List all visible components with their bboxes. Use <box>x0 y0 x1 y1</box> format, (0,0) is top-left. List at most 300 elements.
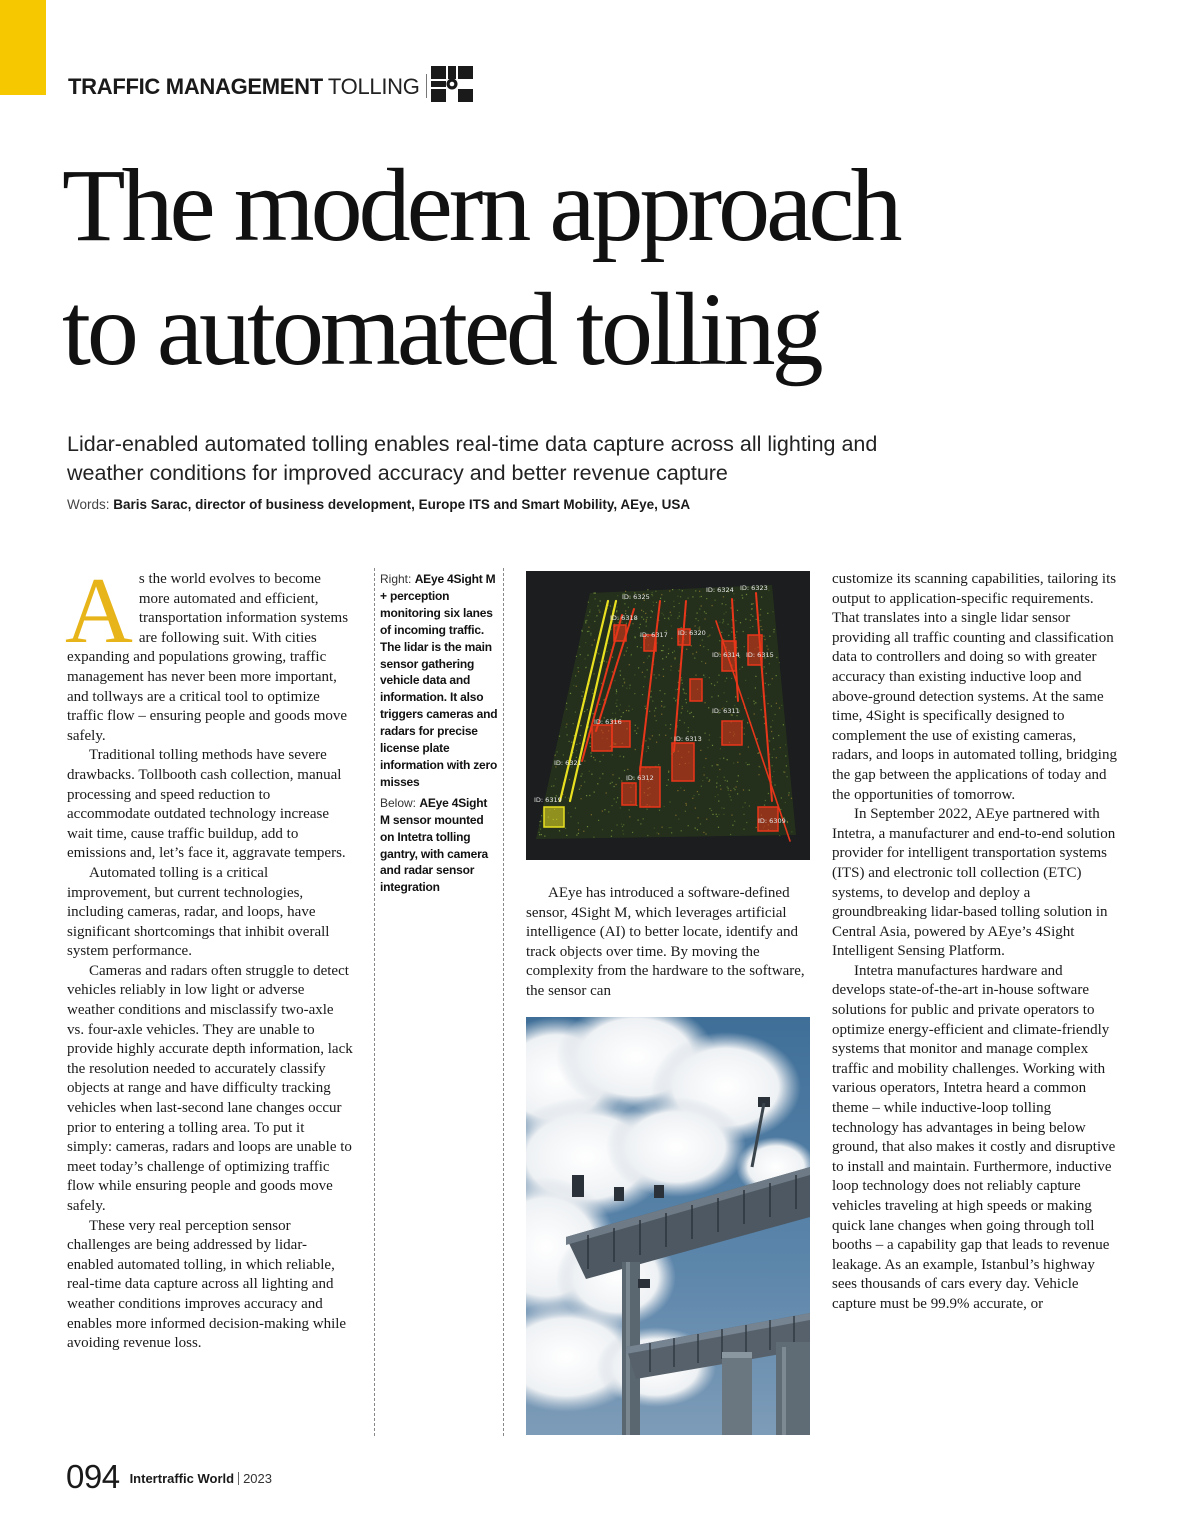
point-cloud-dot <box>668 648 669 649</box>
point-cloud-dot <box>671 615 672 616</box>
point-cloud-dot <box>603 699 604 700</box>
point-cloud-dot <box>668 653 669 654</box>
point-cloud-dot <box>557 751 558 752</box>
point-cloud-dot <box>749 790 750 791</box>
point-cloud-dot <box>670 728 671 729</box>
point-cloud-dot <box>721 632 722 633</box>
point-cloud-dot <box>674 651 675 652</box>
point-cloud-dot <box>742 807 743 808</box>
point-cloud-dot <box>695 808 696 809</box>
point-cloud-dot <box>651 594 652 595</box>
point-cloud-dot <box>666 785 667 786</box>
point-cloud-dot <box>686 649 687 650</box>
point-cloud-dot <box>705 663 706 664</box>
point-cloud-dot <box>760 626 761 627</box>
point-cloud-dot <box>604 809 605 810</box>
point-cloud-dot <box>636 733 637 734</box>
point-cloud-dot <box>664 601 665 602</box>
point-cloud-dot <box>708 707 709 708</box>
point-cloud-dot <box>771 731 772 732</box>
point-cloud-dot <box>669 801 670 802</box>
point-cloud-dot <box>756 827 757 828</box>
point-cloud-dot <box>619 709 620 710</box>
point-cloud-dot <box>686 693 687 694</box>
point-cloud-dot <box>644 676 645 677</box>
point-cloud-dot <box>724 692 725 693</box>
point-cloud-dot <box>720 785 721 786</box>
point-cloud-dot <box>772 757 773 758</box>
point-cloud-dot <box>752 626 753 627</box>
point-cloud-dot <box>661 613 662 614</box>
point-cloud-dot <box>776 703 777 704</box>
point-cloud-dot <box>642 672 643 673</box>
point-cloud-dot <box>766 673 767 674</box>
vehicle-id-label: ID: 6317 <box>640 631 668 639</box>
body-paragraph: In September 2022, AEye partnered with Intetra, a manufacturer and end-to-end solution provider for intelligent transportation systems (ITS) and electronic toll collection (ETC) systems, to develop and deploy a groundbreaking lidar-based tolling solution in Central Asia, powered by AEye’s 4Sight Intelligent Sensing Platform. <box>832 806 1116 960</box>
point-cloud-dot <box>742 667 743 668</box>
point-cloud-dot <box>681 679 682 680</box>
point-cloud-dot <box>612 774 613 775</box>
point-cloud-dot <box>776 675 777 676</box>
point-cloud-dot <box>723 758 724 759</box>
point-cloud-dot <box>565 797 566 798</box>
point-cloud-dot <box>697 829 698 830</box>
point-cloud-dot <box>632 832 633 833</box>
point-cloud-dot <box>581 696 582 697</box>
point-cloud-dot <box>769 663 770 664</box>
point-cloud-dot <box>539 832 540 833</box>
point-cloud-dot <box>568 798 569 799</box>
point-cloud-dot <box>623 756 624 757</box>
page-number: 094 <box>66 1458 120 1495</box>
point-cloud-dot <box>695 618 696 619</box>
point-cloud-dot <box>735 620 736 621</box>
point-cloud-dot <box>576 686 577 687</box>
caption-right <box>380 571 500 791</box>
caption-below <box>380 795 500 896</box>
point-cloud-dot <box>760 614 761 615</box>
point-cloud-dot <box>728 635 729 636</box>
point-cloud-dot <box>693 795 694 796</box>
point-cloud-dot <box>569 779 570 780</box>
point-cloud-dot <box>591 774 592 775</box>
point-cloud-dot <box>709 734 710 735</box>
point-cloud-dot <box>616 802 617 803</box>
point-cloud-dot <box>688 727 689 728</box>
image-captions <box>380 571 500 900</box>
point-cloud-dot <box>612 713 613 714</box>
point-cloud-dot <box>733 763 734 764</box>
point-cloud-dot <box>786 765 787 766</box>
point-cloud-dot <box>707 777 708 778</box>
point-cloud-dot <box>695 828 696 829</box>
point-cloud-dot <box>785 802 786 803</box>
point-cloud-dot <box>707 747 708 748</box>
point-cloud-dot <box>662 650 663 651</box>
point-cloud-dot <box>671 832 672 833</box>
point-cloud-dot <box>671 666 672 667</box>
point-cloud-dot <box>705 833 706 834</box>
point-cloud-dot <box>612 671 613 672</box>
point-cloud-dot <box>764 639 765 640</box>
point-cloud-dot <box>663 676 664 677</box>
point-cloud-dot <box>732 627 733 628</box>
point-cloud-dot <box>772 720 773 721</box>
point-cloud-dot <box>723 596 724 597</box>
point-cloud-dot <box>709 677 710 678</box>
point-cloud-dot <box>600 600 601 601</box>
point-cloud-dot <box>756 619 757 620</box>
point-cloud-dot <box>579 646 580 647</box>
point-cloud-dot <box>628 607 629 608</box>
point-cloud-dot <box>589 611 590 612</box>
point-cloud-dot <box>623 824 624 825</box>
point-cloud-dot <box>765 800 766 801</box>
point-cloud-dot <box>566 703 567 704</box>
point-cloud-dot <box>781 705 782 706</box>
body-paragraph: Traditional tolling methods have severe drawbacks. Tollbooth cash collection, manual processing and speed reduction to accommodate outdated technology increase wait time, cause traffic buildup, add to emissions and, let’s face it, aggravate tempers. <box>67 747 346 862</box>
point-cloud-dot <box>727 781 728 782</box>
point-cloud-dot <box>590 746 591 747</box>
point-cloud-dot <box>598 820 599 821</box>
point-cloud-dot <box>701 596 702 597</box>
point-cloud-dot <box>750 620 751 621</box>
point-cloud-dot <box>698 620 699 621</box>
point-cloud-dot <box>734 600 735 601</box>
point-cloud-dot <box>615 703 616 704</box>
point-cloud-dot <box>772 678 773 679</box>
point-cloud-dot <box>681 830 682 831</box>
point-cloud-dot <box>748 698 749 699</box>
point-cloud-dot <box>760 620 761 621</box>
point-cloud-dot <box>680 787 681 788</box>
point-cloud-dot <box>602 811 603 812</box>
point-cloud-dot <box>614 786 615 787</box>
point-cloud-dot <box>720 758 721 759</box>
point-cloud-dot <box>773 738 774 739</box>
section-label <box>68 72 433 102</box>
point-cloud-dot <box>718 675 719 676</box>
point-cloud-dot <box>634 730 635 731</box>
point-cloud-dot <box>579 789 580 790</box>
point-cloud-dot <box>704 774 705 775</box>
point-cloud-dot <box>662 827 663 828</box>
point-cloud-dot <box>627 769 628 770</box>
point-cloud-dot <box>585 701 586 702</box>
point-cloud-dot <box>643 662 644 663</box>
point-cloud-dot <box>641 647 642 648</box>
point-cloud-dot <box>658 764 659 765</box>
point-cloud-dot <box>727 759 728 760</box>
point-cloud-dot <box>623 833 624 834</box>
point-cloud-dot <box>629 688 630 689</box>
point-cloud-dot <box>539 834 540 835</box>
point-cloud-dot <box>670 670 671 671</box>
body-column-3 <box>526 884 812 1002</box>
point-cloud-dot <box>744 646 745 647</box>
point-cloud-dot <box>743 829 744 830</box>
point-cloud-dot <box>580 654 581 655</box>
point-cloud-dot <box>719 622 720 623</box>
point-cloud-dot <box>578 829 579 830</box>
point-cloud-dot <box>729 794 730 795</box>
point-cloud-dot <box>594 593 595 594</box>
point-cloud-dot <box>735 696 736 697</box>
point-cloud-dot <box>643 818 644 819</box>
point-cloud-dot <box>704 677 705 678</box>
point-cloud-dot <box>787 821 788 822</box>
point-cloud-dot <box>696 652 697 653</box>
point-cloud-dot <box>539 825 540 826</box>
section-sub-label: TOLLING <box>327 74 420 99</box>
point-cloud-dot <box>737 781 738 782</box>
point-cloud-dot <box>663 645 664 646</box>
point-cloud-dot <box>587 655 588 656</box>
point-cloud-dot <box>752 616 753 617</box>
point-cloud-dot <box>737 793 738 794</box>
body-paragraph: Intetra manufactures hardware and develops state-of-the-art in-house software solutions for public and private operators to optimize energy-efficient and climate-friendly systems that monitor and manage complex traffic and mobility challenges. Working with various operators, Intetra heard a common theme – while inductive-loop tolling technology has advantages in being below ground, that also makes it costly and disruptive to install and maintain. Furthermore, inductive loop technology does not reliably capture vehicles traveling at high speeds or making quick lane changes when going through toll booths – a capability gap that leads to revenue leakage. As an example, Istanbul’s highway sees thousands of cars every day. Vehicle capture must be 99.9% accurate, or <box>832 962 1116 1312</box>
point-cloud-dot <box>652 592 653 593</box>
point-cloud-dot <box>698 817 699 818</box>
point-cloud-dot <box>634 636 635 637</box>
point-cloud-dot <box>652 595 653 596</box>
point-cloud-dot <box>626 688 627 689</box>
point-cloud-dot <box>647 669 648 670</box>
point-cloud-dot <box>768 684 769 685</box>
point-cloud-dot <box>655 591 656 592</box>
point-cloud-dot <box>576 656 577 657</box>
vehicle-id-label: ID: 6325 <box>622 593 650 601</box>
point-cloud-dot <box>617 607 618 608</box>
point-cloud-dot <box>747 722 748 723</box>
point-cloud-dot <box>594 792 595 793</box>
point-cloud-dot <box>691 712 692 713</box>
point-cloud-dot <box>684 790 685 791</box>
point-cloud-dot <box>745 762 746 763</box>
point-cloud-dot <box>617 595 618 596</box>
point-cloud-dot <box>736 786 737 787</box>
point-cloud-dot <box>779 835 780 836</box>
point-cloud-dot <box>683 689 684 690</box>
vehicle-bounding-box <box>690 679 702 701</box>
point-cloud-dot <box>703 832 704 833</box>
point-cloud-dot <box>712 627 713 628</box>
point-cloud-dot <box>576 744 577 745</box>
point-cloud-dot <box>680 596 681 597</box>
vehicle-id-label: ID: 6321 <box>554 759 582 767</box>
point-cloud-dot <box>603 755 604 756</box>
point-cloud-dot <box>664 706 665 707</box>
point-cloud-dot <box>643 619 644 620</box>
point-cloud-dot <box>584 658 585 659</box>
point-cloud-dot <box>637 728 638 729</box>
point-cloud-dot <box>661 701 662 702</box>
point-cloud-dot <box>717 816 718 817</box>
lidar-point-cloud-image <box>526 571 810 860</box>
point-cloud-dot <box>653 602 654 603</box>
point-cloud-dot <box>625 610 626 611</box>
point-cloud-dot <box>678 819 679 820</box>
point-cloud-dot <box>706 819 707 820</box>
point-cloud-dot <box>584 760 585 761</box>
point-cloud-dot <box>544 836 545 837</box>
point-cloud-dot <box>706 613 707 614</box>
point-cloud-dot <box>664 806 665 807</box>
byline-label: Words: <box>67 497 110 512</box>
point-cloud-dot <box>648 748 649 749</box>
column-divider <box>374 568 375 1436</box>
point-cloud-dot <box>761 709 762 710</box>
point-cloud-dot <box>705 702 706 703</box>
point-cloud-dot <box>555 754 556 755</box>
point-cloud-dot <box>581 776 582 777</box>
point-cloud-dot <box>641 617 642 618</box>
point-cloud-dot <box>625 591 626 592</box>
point-cloud-dot <box>765 683 766 684</box>
point-cloud-dot <box>638 820 639 821</box>
point-cloud-dot <box>629 664 630 665</box>
point-cloud-dot <box>616 784 617 785</box>
point-cloud-dot <box>656 742 657 743</box>
point-cloud-dot <box>587 709 588 710</box>
point-cloud-dot <box>623 712 624 713</box>
point-cloud-dot <box>720 789 721 790</box>
point-cloud-dot <box>699 627 700 628</box>
point-cloud-dot <box>767 613 768 614</box>
point-cloud-dot <box>651 610 652 611</box>
point-cloud-dot <box>783 771 784 772</box>
point-cloud-dot <box>661 594 662 595</box>
point-cloud-dot <box>598 610 599 611</box>
point-cloud-dot <box>711 696 712 697</box>
point-cloud-dot <box>742 595 743 596</box>
point-cloud-dot <box>685 811 686 812</box>
point-cloud-dot <box>678 670 679 671</box>
point-cloud-dot <box>720 748 721 749</box>
point-cloud-dot <box>591 814 592 815</box>
point-cloud-dot <box>704 618 705 619</box>
point-cloud-dot <box>705 758 706 759</box>
point-cloud-dot <box>645 740 646 741</box>
point-cloud-dot <box>598 653 599 654</box>
point-cloud-dot <box>778 735 779 736</box>
point-cloud-dot <box>761 629 762 630</box>
point-cloud-dot <box>764 723 765 724</box>
point-cloud-dot <box>591 756 592 757</box>
point-cloud-dot <box>703 675 704 676</box>
point-cloud-dot <box>664 618 665 619</box>
point-cloud-dot <box>682 706 683 707</box>
point-cloud-dot <box>712 814 713 815</box>
point-cloud-dot <box>730 796 731 797</box>
point-cloud-dot <box>553 785 554 786</box>
vehicle-id-label: ID: 6311 <box>712 707 740 715</box>
point-cloud-dot <box>540 829 541 830</box>
publication-name: Intertraffic World <box>129 1471 235 1486</box>
point-cloud-dot <box>734 789 735 790</box>
point-cloud-dot <box>739 669 740 670</box>
point-cloud-dot <box>723 814 724 815</box>
point-cloud-dot <box>635 603 636 604</box>
point-cloud-dot <box>611 805 612 806</box>
point-cloud-dot <box>626 623 627 624</box>
point-cloud-dot <box>781 797 782 798</box>
point-cloud-dot <box>565 828 566 829</box>
point-cloud-dot <box>760 609 761 610</box>
point-cloud-dot <box>730 607 731 608</box>
point-cloud-dot <box>576 750 577 751</box>
point-cloud-dot <box>580 735 581 736</box>
point-cloud-dot <box>614 680 615 681</box>
point-cloud-dot <box>705 733 706 734</box>
point-cloud-dot <box>693 731 694 732</box>
point-cloud-dot <box>723 639 724 640</box>
point-cloud-dot <box>622 830 623 831</box>
point-cloud-dot <box>700 750 701 751</box>
point-cloud-dot <box>731 678 732 679</box>
point-cloud-dot <box>780 747 781 748</box>
column-divider <box>503 568 504 1436</box>
point-cloud-dot <box>684 722 685 723</box>
point-cloud-dot <box>674 698 675 699</box>
point-cloud-dot <box>599 761 600 762</box>
point-cloud-dot <box>722 603 723 604</box>
point-cloud-dot <box>725 780 726 781</box>
point-cloud-dot <box>757 738 758 739</box>
point-cloud-dot <box>682 708 683 709</box>
point-cloud-dot <box>716 783 717 784</box>
point-cloud-dot <box>590 609 591 610</box>
point-cloud-dot <box>590 634 591 635</box>
point-cloud-dot <box>578 671 579 672</box>
point-cloud-dot <box>614 798 615 799</box>
vehicle-bounding-box <box>614 625 626 641</box>
point-cloud-dot <box>635 749 636 750</box>
point-cloud-dot <box>611 830 612 831</box>
point-cloud-dot <box>652 611 653 612</box>
point-cloud-dot <box>656 677 657 678</box>
point-cloud-dot <box>726 612 727 613</box>
point-cloud-dot <box>657 832 658 833</box>
point-cloud-dot <box>716 764 717 765</box>
point-cloud-dot <box>728 624 729 625</box>
point-cloud-dot <box>715 600 716 601</box>
point-cloud-dot <box>685 803 686 804</box>
point-cloud-dot <box>717 682 718 683</box>
point-cloud-dot <box>761 597 762 598</box>
point-cloud-dot <box>541 834 542 835</box>
point-cloud-dot <box>643 686 644 687</box>
point-cloud-dot <box>589 743 590 744</box>
point-cloud-dot <box>646 751 647 752</box>
point-cloud-dot <box>643 611 644 612</box>
point-cloud-dot <box>755 702 756 703</box>
point-cloud-dot <box>681 712 682 713</box>
point-cloud-dot <box>595 593 596 594</box>
point-cloud-dot <box>626 651 627 652</box>
point-cloud-dot <box>649 711 650 712</box>
point-cloud-dot <box>783 724 784 725</box>
point-cloud-dot <box>770 684 771 685</box>
point-cloud-dot <box>540 821 541 822</box>
point-cloud-dot <box>693 716 694 717</box>
point-cloud-dot <box>769 740 770 741</box>
point-cloud-dot <box>694 658 695 659</box>
point-cloud-dot <box>692 798 693 799</box>
body-paragraph: Automated tolling is a critical improvement, but current technologies, including cameras, radar, and loops, have significant shortcomings that inhibit overall system performance. <box>67 864 330 960</box>
point-cloud-dot <box>624 655 625 656</box>
point-cloud-dot <box>602 829 603 830</box>
